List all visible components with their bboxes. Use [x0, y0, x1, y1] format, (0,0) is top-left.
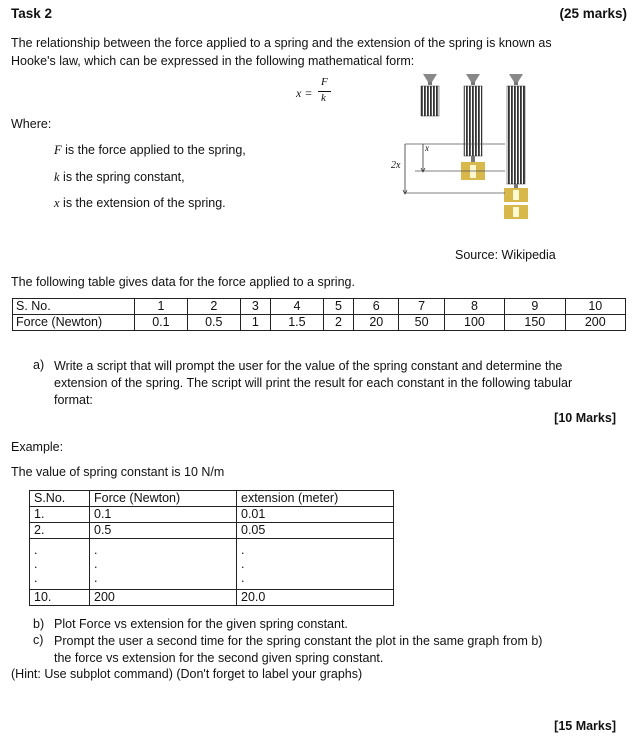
column-header-sno: S.No.	[30, 491, 90, 507]
formula-denominator: k	[321, 92, 326, 104]
where-item-extension	[54, 196, 226, 211]
intro-paragraph	[11, 35, 552, 70]
table-cell: 50	[399, 315, 444, 331]
table-cell: 0.5	[187, 315, 240, 331]
table-cell: 2	[323, 315, 353, 331]
where-label: Where:	[11, 117, 52, 131]
table-row	[30, 507, 394, 523]
figure-source: Source: Wikipedia	[455, 248, 556, 262]
table-cell: 6	[354, 299, 399, 315]
intro-line-1: The relationship between the force applied to a spring and the extension of the spring is known as	[11, 36, 552, 50]
spring-with-two-weights	[504, 74, 528, 219]
where-item-text: is the spring constant,	[59, 170, 185, 184]
column-header-force: Force (Newton)	[90, 491, 237, 507]
ellipsis-cell: . . .	[30, 539, 90, 590]
hint-text: (Hint: Use subplot command) (Don't forget to label your graphs)	[11, 667, 363, 681]
question-c-line-1: Prompt the user a second time for the spring constant the plot in the same graph from b)	[54, 634, 543, 648]
label-x: x	[425, 143, 429, 153]
table-row	[13, 299, 626, 315]
formula-numerator: F	[321, 76, 328, 88]
formula-lhs: x =	[296, 86, 313, 100]
question-c-text	[54, 633, 542, 667]
table-cell: 5	[323, 299, 353, 315]
table-row	[30, 590, 394, 606]
table-row	[30, 523, 394, 539]
table-cell: 0.05	[237, 523, 394, 539]
spring-unloaded	[421, 74, 439, 116]
question-b-prefix: b)	[33, 617, 45, 631]
row-header-sno: S. No.	[13, 299, 135, 315]
symbol-f: F	[54, 143, 62, 157]
force-data-table	[12, 298, 626, 331]
table-row	[13, 315, 626, 331]
table-cell: 20	[354, 315, 399, 331]
table-row	[30, 539, 394, 590]
table-cell: 1	[240, 315, 270, 331]
ellipsis-cell: . . .	[90, 539, 237, 590]
table-cell: 100	[444, 315, 504, 331]
example-constant: The value of spring constant is 10 N/m	[11, 465, 225, 479]
question-c-line-2: the force vs extension for the second given spring constant.	[54, 651, 384, 665]
table-cell: 1	[135, 299, 188, 315]
task-marks: (25 marks)	[559, 6, 627, 21]
example-output-table	[29, 490, 394, 606]
where-item-text: is the extension of the spring.	[59, 196, 226, 210]
table-row	[30, 491, 394, 507]
ellipsis-cell: . . .	[237, 539, 394, 590]
table-cell: 2	[187, 299, 240, 315]
table-cell: 0.5	[90, 523, 237, 539]
table-cell: 200	[90, 590, 237, 606]
label-2x: 2x	[391, 160, 401, 171]
where-item-force	[54, 143, 246, 158]
table-cell: 4	[271, 299, 324, 315]
table-cell: 200	[565, 315, 625, 331]
table-cell: 8	[444, 299, 504, 315]
table-cell: 3	[240, 299, 270, 315]
table-cell: 0.1	[90, 507, 237, 523]
symbol-x: x	[54, 196, 60, 210]
table-cell: 0.01	[237, 507, 394, 523]
task-title: Task 2	[11, 6, 53, 21]
table-cell: 0.1	[135, 315, 188, 331]
table-cell: 1.	[30, 507, 90, 523]
table-cell: 150	[505, 315, 565, 331]
final-marks: [15 Marks]	[554, 719, 616, 733]
question-a-text	[54, 358, 620, 409]
table-cell: 10	[565, 299, 625, 315]
where-item-text: is the force applied to the spring,	[61, 143, 246, 157]
table-cell: 10.	[30, 590, 90, 606]
where-item-constant	[54, 170, 185, 185]
table-intro: The following table gives data for the force applied to a spring.	[11, 275, 355, 289]
table-cell: 1.5	[271, 315, 324, 331]
table-cell: 20.0	[237, 590, 394, 606]
example-label: Example:	[11, 440, 64, 454]
question-a-marks: [10 Marks]	[554, 411, 616, 425]
question-c-prefix: c)	[33, 633, 44, 647]
question-b-text: Plot Force vs extension for the given spring constant.	[54, 617, 348, 631]
intro-line-2: Hooke's law, which can be expressed in the following mathematical form:	[11, 53, 415, 68]
question-a-line-2: extension of the spring. The script will print the result for each constant in the following tabular	[54, 376, 573, 390]
spring-illustration	[385, 68, 545, 228]
table-cell: 7	[399, 299, 444, 315]
table-cell: 9	[505, 299, 565, 315]
question-a-prefix: a)	[33, 358, 45, 372]
question-a-line-1: Write a script that will prompt the user for the value of the spring constant and determine the	[54, 359, 563, 373]
spring-with-weight	[461, 74, 485, 180]
symbol-k: k	[54, 170, 60, 184]
question-a-line-3: format:	[54, 393, 93, 407]
table-cell: 2.	[30, 523, 90, 539]
column-header-extension: extension (meter)	[237, 491, 394, 507]
row-header-force: Force (Newton)	[13, 315, 135, 331]
